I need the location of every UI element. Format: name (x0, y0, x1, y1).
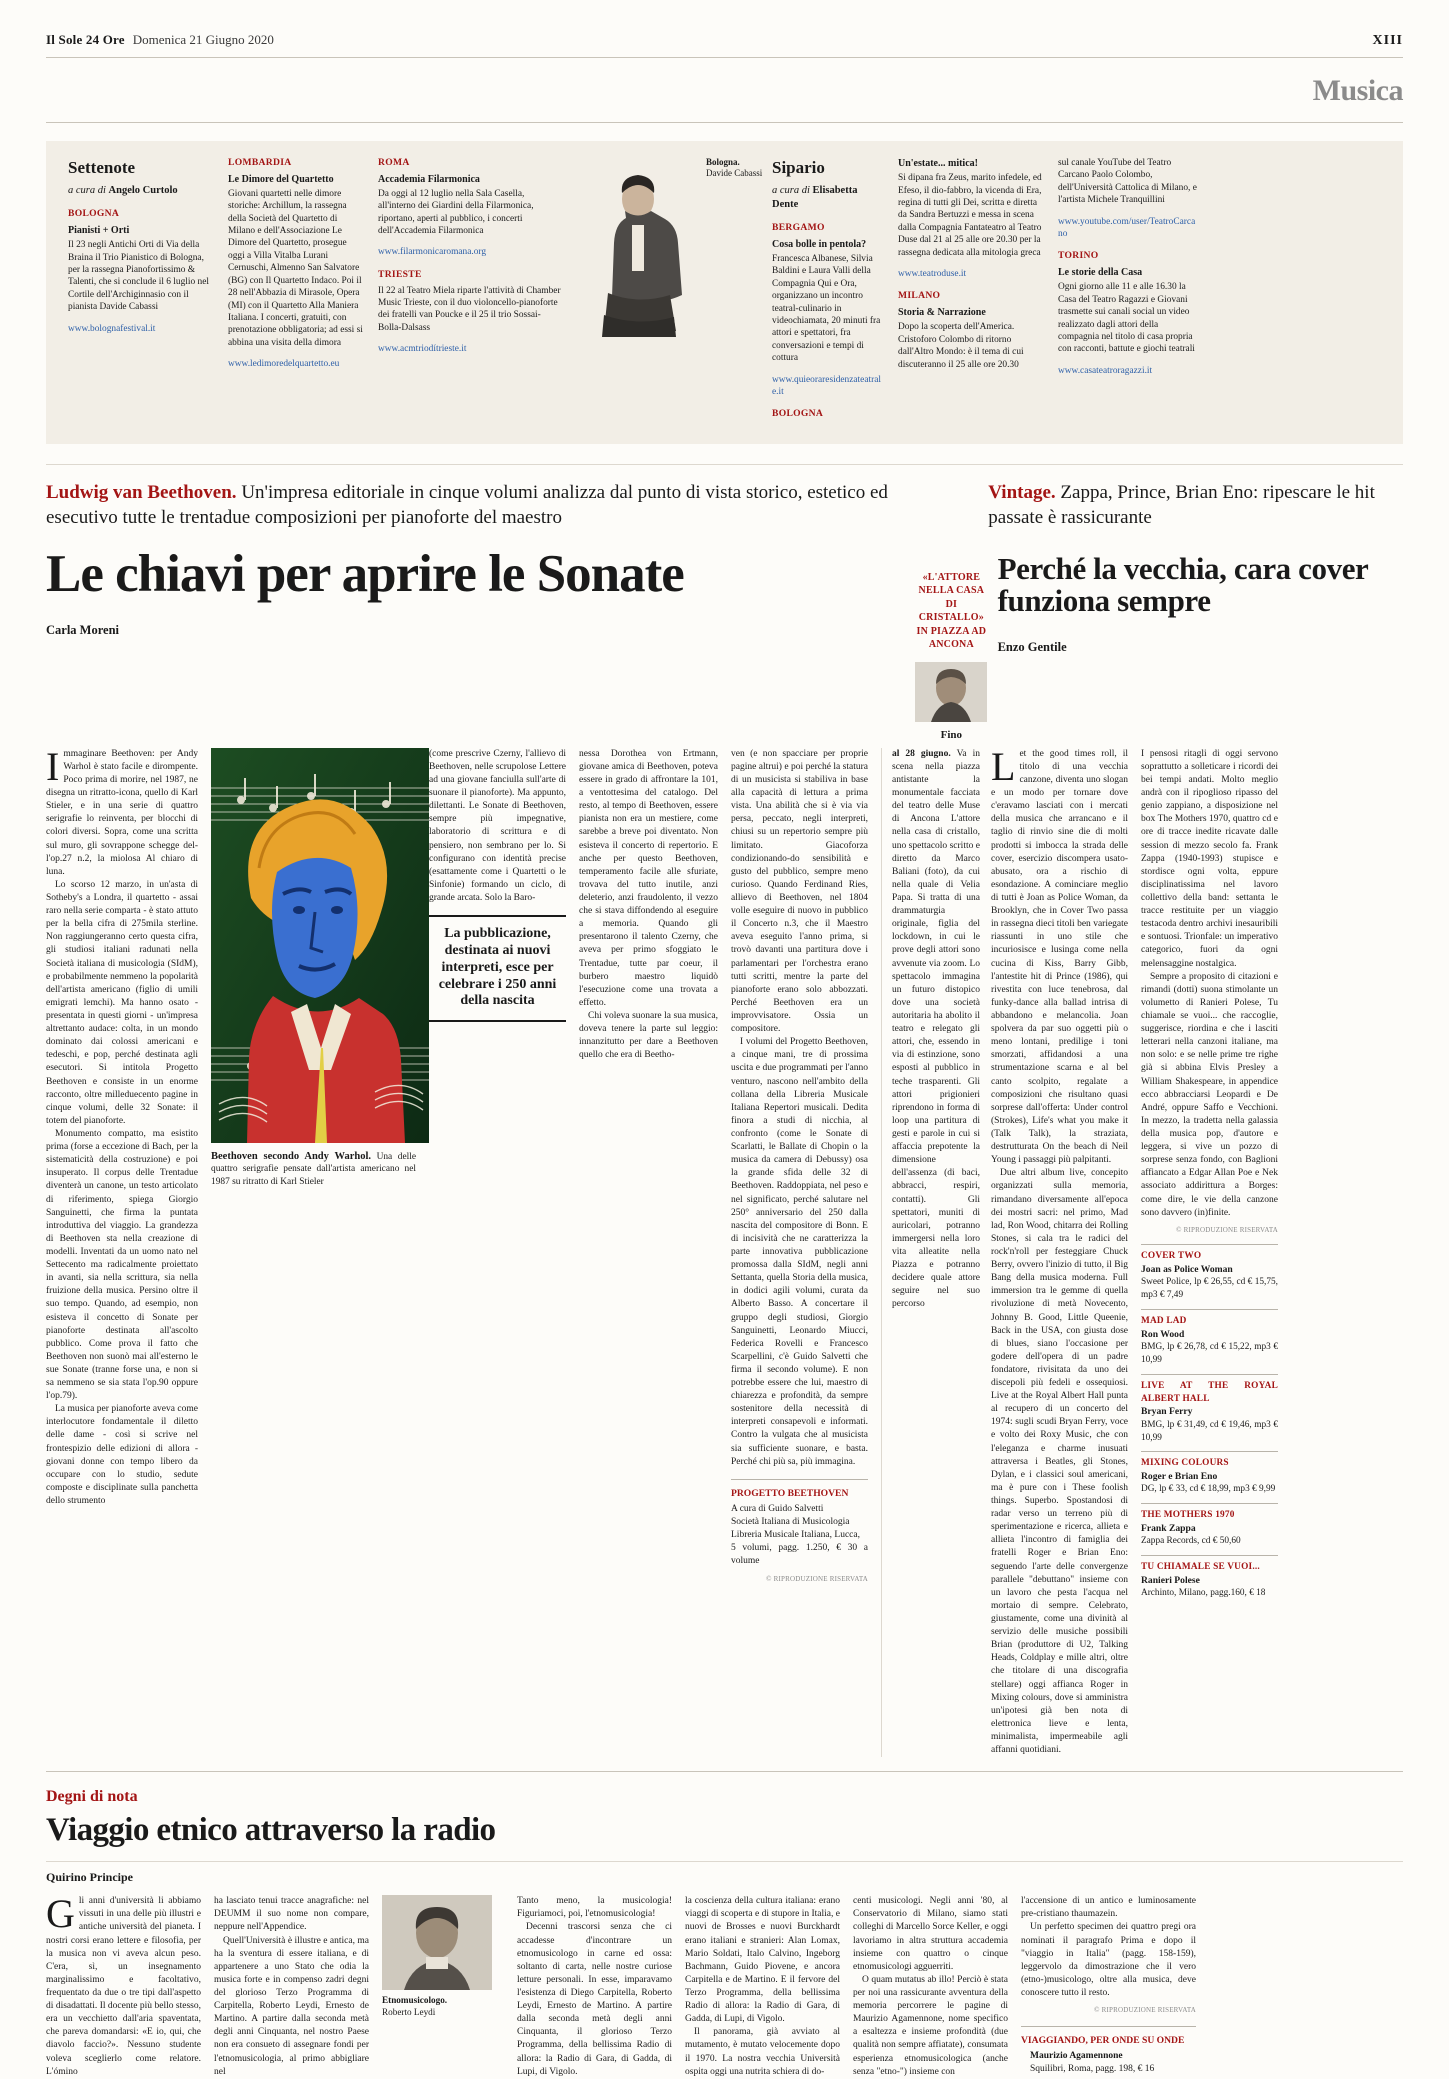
trieste-city: TRIESTE (378, 268, 422, 280)
deck-right-lead: Vintage. (988, 482, 1056, 504)
product-item-5 (1141, 1555, 1278, 1600)
sipario-title: Sipario (772, 158, 825, 177)
main-p1-text: mmaginare Beethoven: per Andy Warhol è stato facile e dirompente. Poco prima di morire, nel 1987, ne disegna un ritratto-icona, quello di Karl Stieler, e in una serie di quattro serigrafie lo reinventa, per blocchi di colori diversi. Sopra, come una scritta sul muro, gli sovrappone schegge del-l'op.27 n.2, la miolosa Al chiaro di luna. (46, 748, 198, 877)
bottom-col-2 (214, 1895, 382, 2079)
right-credit: © RIPRODUZIONE RISERVATA (1176, 1225, 1278, 1234)
torino-city: TORINO (1058, 250, 1099, 262)
product-label-3: DG, lp € 33, cd € 18,99, mp3 € 9,99 (1141, 1484, 1276, 1495)
boxed-statement: La pubblicazione, destinata ai nuovi interpreti, esce per celebrare i 250 anni della nascita (429, 915, 566, 1022)
bergamo-city: BERGAMO (772, 222, 825, 234)
masthead (46, 0, 1403, 57)
bottom-col-1 (46, 1891, 214, 2079)
leydi-photo (382, 1895, 492, 1990)
product-head-1: MAD LAD (1141, 1309, 1278, 1328)
baliani-photo (915, 662, 987, 722)
product-item-3 (1141, 1451, 1278, 1496)
product-list (1141, 1244, 1278, 1600)
headline-row (46, 537, 1403, 742)
dropcap-l: L (991, 743, 1016, 789)
main-p8: ven (e non spacciare per proprie pagine altrui) e poi perché la statura di un musicista si stabiliva in base alla capacità di lettura a prima vista. Una abilità che si è via via persa, peccato, negli interpreti, chiusi su un repertorio sempre più limitato. Giacoforza condizionando-do sensibilità e gusto del pubblico, sempre meno curioso. Quando Ferdinand Ries, allievo di Beethoven, nel 1804 volle eseguire di nuovo in pubblico il Concerto n.3, che il Maestro aveva eseguito l'anno prima, si trovò davanti una partitura dove i parlamentari per l'orchestra erano tutti scritti, mentre la parte del pianoforte erano solo abbozzati. Perché Beethoven era un improvvisatore. Ossia un compositore. (731, 748, 868, 1035)
book-head: VIAGGIANDO, PER ONDE SU ONDE (1021, 2034, 1185, 2046)
portrait-caption-name: Davide Cabassi (706, 167, 763, 178)
bottom-col-5 (853, 1895, 1021, 2079)
section-title: Musica (1312, 74, 1403, 107)
torino-item-text: Ogni giorno alle 11 e alle 16.30 la Casa del Teatro Ragazzi e Giovani trasmette sui canali social un video realizzato dagli attori della compagnia nel titolo di casa propria con racconti, battute e giochi teatrali (1058, 282, 1195, 355)
product-artist-1: Ron Wood (1141, 1328, 1185, 1340)
right-p3: I pensosi ritagli di oggi servono soprattutto a solleticare i ricordi dei bei tempi andati. Molto meglio andrà con il ripoglioso ripasso del genio zappiano, a disposizione nel box The Mothers 1970, quattro cd e ore di tracce inedite ricavate dalle session di mezzo secolo fa. Frank Zappa (1940-1993) stupisce e stordisce ogni volta, eppure disciplinatissima nel lavoro collettivo della band: settanta le tracce restituite per un viaggio testacoda dentro archivi inesauribili e sontuosi. Trionfale: un imperativo categorico, fuori da ogni melensaggine nostalgica. (1141, 748, 1278, 969)
baliani-caption (915, 728, 987, 742)
warhol-beethoven-illustration (211, 748, 429, 1143)
briefs-torino (1058, 157, 1213, 424)
book-label: Squilibri, Roma, pagg. 198, € 16 (1030, 2064, 1155, 2075)
roma-item-text: Da oggi al 12 luglio nella Sala Casella, all'interno dei Giardini della Filarmonica, riportano, aperti al pubblico, i concerti dell'Accademia Filarmonica (378, 188, 534, 237)
main-col-2 (211, 748, 429, 1757)
bottom-p5: Decenni trascorsi senza che ci accadesse d'incontrare un etnomusicologo in carne ed ossa: soltanto di carta, nelle nostre curiose letture personali. In esse, imparavamo l'esistenza di Diego Carpitella, Roberto Leydi, Ernesto de Martino. A partire dalla seconda metà degli anni Cinquanta, il glorioso Terzo Programma, della bellissima Radio di allora: la Radio di Gara, di Gadda, di Lupi, di Vigolo. (517, 1922, 672, 2077)
right-title: Perché la vecchia, cara cover funziona sempre (997, 550, 1368, 619)
deck-left-text: Un'impresa editoriale in cinque volumi analizza dal punto di vista storico, estetico ed esecutivo tutte le trentadue composizioni per pianoforte del maestro (46, 482, 888, 528)
bottom-p8: centi musicologi. Negli anni '80, al Conservatorio di Milano, siamo stati colleghi di Marcello Sorce Keller, e oggi lavoriamo in altra struttura accademia insieme con quattro o cinque etnomusicologi agguerriti. (853, 1896, 1008, 1972)
product-item-1 (1141, 1309, 1278, 1367)
product-label-2: BMG, lp € 31,49, cd € 19,46, mp3 € 10,99 (1141, 1419, 1278, 1443)
main-p2: Lo scorso 12 marzo, in un'asta di Sotheby's a Londra, il quartetto - assai raro nella serie comparta - è stato attuto per la bella cifra di 275mila sterline. Non raggiungeranno certo questa cifra, gli studiosi italiani radunati nella Società italiana di musicologia (SIdM), e probabilmente nemmeno la popolarità dell'artista americano (figlio di umili emigrati lemchi). Ma hanno osato - presentata in questi giorni - un'impresa altrettanto audace: colta, in un mondo dominato dai colossi americani e tedeschi, e pop, perché destinata agli esecutori. Si intitola Progetto Beethoven e consiste in un enorme racconto, oltre milleduecento pagine in cinque volumi, delle 32 Sonate: il totem del pianoforte. (46, 879, 198, 1126)
portrait-illustration (578, 165, 698, 337)
roma-city: ROMA (378, 157, 410, 168)
main-p9: I volumi del Progetto Beethoven, a cinque mani, tre di prossima uscita e due programmati per l'anno venturo, nascono nell'ambito della collana della Libreria Musicale Italiana Repertori musicali. Dedita finora a studi di nicchia, al confronto (come le Sonate di Scarlatti, le Ballate di Chopin o la musica da camera di Debussy) osa la grande sfida delle 32 di Beethoven. Raddoppiata, nel peso e nel significato, perché salutare nel 250° anniversario del 250 dalla nascita del compositore di Bonn. E di incisività che ne caratterizza la parte innovativa pubblicazione promossa dalla SIdM, negli anni Settanta, quella Storia della musica, in dodici agili volumi, curata da Alberto Basso. A concertare il gruppo degli studiosi, Giorgio Sanguinetti, Leonardo Miucci, Federica Rovelli e Francesco Scarpellini, c'è Guido Salvetti che firma il secondo volume). E non potrebbe essere che lui, maestro di chiarezza e profondità, da sempre sostenitore della necessità di interpreti consapevoli e informati. Contro la vulgata che al musicista sia sufficiente suonare, e basta. Perché chi più sa, più immagina. (731, 1037, 868, 1467)
product-label-5: Archinto, Milano, pagg.160, € 18 (1141, 1588, 1266, 1599)
milano-item-title: Storia & Narrazione (898, 307, 986, 319)
product-item-0 (1141, 1244, 1278, 1302)
settenote-item-text: Il 23 negli Antichi Orti di Via della Braina il Trio Pianistico di Bologna, per la rassegna Pianofortissimo & Talenti, che si conclude il 6 luglio nel Cortile dell'Archiginnasio con il pianista Davide Cabassi (68, 240, 209, 313)
settenote-link[interactable]: www.bolognafestival.it (68, 323, 156, 334)
briefs-lombardia (228, 157, 378, 424)
baliani-caption-b: Fino (940, 728, 963, 741)
bologna-city-2: BOLOGNA (772, 408, 824, 420)
sipario-editor-prefix: a cura di (772, 185, 813, 197)
paper-title: Il Sole 24 Ore (46, 32, 125, 47)
product-artist-3: Roger e Brian Eno (1141, 1471, 1218, 1483)
bottom-col-3 (517, 1895, 685, 2079)
book-box (1021, 2026, 1196, 2076)
estate-link[interactable]: www.teatrodusе.it (898, 269, 967, 280)
product-head-0: COVER TWO (1141, 1244, 1278, 1263)
bottom-p1 (46, 1891, 201, 2079)
bottom-col-6 (1021, 1895, 1196, 2079)
torino-link[interactable]: www.casateatroragazzi.it (1058, 365, 1153, 376)
main-col-5 (731, 748, 881, 1757)
settenote-editor-prefix: a cura di (68, 185, 109, 197)
bottom-p3: Quell'Università è illustre e antica, ma ha la sventura di essere italiana, e di appartenere a uno Stato che odia la musica forte e in compenso zadri degni del glorioso Terzo Programma di Carpitella, Roberto Leydi, Ernesto de Martino. A partire dalla seconda metà degli anni Cinquanta, nel nostro Paese non era consueto di assegnare fondi per l'etnomusicologia, al primo abbigliare nel (214, 1935, 369, 2077)
artwork-caption-title: Beethoven secondo Andy Warhol. (211, 1150, 372, 1162)
leydi-caption-name: Roberto Leydi (382, 2006, 436, 2017)
bergamo-link[interactable]: www.quieoraresidenzateatrale.it (772, 374, 881, 398)
milano-item-text: Dopo la scoperta dell'America. Cristoforo Colombo di ritorno dall'Altro Mondo: è il tema di cui discuteranno il 25 alle ore 20.30 (898, 322, 1024, 370)
bottom-p2: ha lasciato tenui tracce anagrafiche: nel DEUMM il suo nome non compare, neppure nell'Appendice. (214, 1896, 369, 1933)
section-rule (46, 122, 1403, 123)
main-p4: La musica per pianoforte aveva come interlocutore fondamentale il diletto delle dame - così si scrive nel frontespizio delle edizioni di allora - giovani donne con tempo libero da occupare con lo studio, sedute composte e disciplinate sulla panchetta dello strumento (46, 1404, 198, 1507)
carcano-text: sul canale YouTube del Teatro Carcano Paolo Colombo, dell'Università Cattolica di Milano, e l'artista Michele Tranquillini (1058, 158, 1197, 206)
product-item-2 (1141, 1374, 1278, 1445)
bottom-credit: © RIPRODUZIONE RISERVATA (1094, 2006, 1196, 2015)
sipario-editor (772, 184, 884, 212)
bergamo-item-title: Cosa bolle in pentola? (772, 238, 867, 250)
pullquote: «L'ATTORE NELLA CASA DI CRISTALLO» IN PIAZZA AD ANCONA (916, 571, 987, 650)
kicker-degni-di-nota: Degni di nota (46, 1788, 138, 1806)
right-head-col (998, 537, 1403, 666)
right-p4: Sempre a proposito di citazioni e rimandi (dotti) suona stimolante un volumetto di Ranieri Polese, Tu chiamale se vuoi... che raccoglie, suggerisce, riordina e che i lasciti letterari nella canzoni italiane, ma non solo: e se nelle prime tre righe già si abbina Elvis Presley a William Shakespeare, in appendice ecco abbracciarsi Leopardi e De André, oppure Saffo e Vecchioni. In mezzo, la tradetta nella galassia della musica pop, d'autore e leggera, si vive un pozzo di sorprese senza fondo, con Baglioni affiancato a Edgar Allan Poe e Nek associato addirittura a Borges: come dire, le vie della canzone sono davvero (in)finite. (1141, 971, 1278, 1218)
baliani-portrait-illustration (915, 662, 987, 722)
leydi-caption-label: Etnomusicologo. (382, 1995, 448, 2006)
bottom-body-row (46, 1891, 1403, 2079)
bergamo-item-text: Francesca Albanese, Silvia Baldini e Laura Valli della Compagnia Qui e Ora, organizzano un incontro teatral-culinario in videochiamata, 20 minuti fra attori e spettatori, fra conversazioni e tempi di cottura (772, 254, 881, 364)
bottom-p7: Il panorama, già avviato al mutamento, è mutato velocemente dopo il 1970. La nostra vecchia Università ospita oggi una nutrita schiera di do- (685, 2027, 840, 2077)
book-author: Maurizio Agamennone (1030, 2050, 1123, 2061)
right-p1-text: et the good times roll, il titolo di una vecchia canzone, diventa uno slogan e un modo per tornare dove c'eravamo lasciati con i mercati della musica che arrancano e il taglio di rinvio sine die di molti prodotti si imbocca la strada delle cover, esercizio discompera usato-abusato, ora a rischio di esondazione. A cominciare meglio di tutti è Joan as Police Woman, da Brooklyn, che in Cover Two passa in rassegna dieci titoli ben variegate riassunti in uno stile che incuriosisce e lusinga come nella cucina di Kiss, Barry Gibb, l'antestite hit di Prince (1986), qui rivestita con luce tenebrosa, dal funky-dance alla ballad intrisa di abbandono e melancolia. Joan spolvera da par suo oggetti più o meno lontani, predilige i toni smorzati, affidandosi a una strumentazione scarna e al bel canto scolpito, regalate a composizioni che risultano quasi sorprese dall'offerta: Under control (Strokes), Life's what you make it (Talk Talk), la straziata, destrutturata On the beach di Neil Young i passaggi più palpitanti. (991, 748, 1128, 1166)
trieste-item-text: Il 22 al Teatro Miela riparte l'attività di Chamber Music Trieste, con il duo violoncello-pianoforte dei fratelli van Poucke e il 25 il trio Sossai-Bolla-Dalsass (378, 285, 561, 333)
byline-main: Carla Moreni (46, 622, 120, 637)
main-col-1 (46, 743, 211, 1757)
progetto-line3: Libreria Musicale Italiana, Lucca, (731, 1530, 860, 1541)
portrait-caption (706, 157, 776, 179)
bottom-p11: Un perfetto specimen dei quattro pregi ora nominati il paragrafo Prima e dopo il "viaggio in Italia" (pagg. 158-159), leggervolo da dimostrazione che il vero (etno-)musicologo, oltre alla musica, deve conoscere tutto il resto. (1021, 1922, 1196, 1998)
byline-bottom: Quirino Principe (46, 1870, 133, 1885)
product-item-4 (1141, 1503, 1278, 1548)
bottom-p4: Tanto meno, la musicologia! Figuriamoci, poi, l'etnomusicologia! (517, 1896, 672, 1920)
right-p2: Due altri album live, concepito organizzati sulla memoria, rimandano diversamente all'epoca dei mostri sacri: nel primo, Mad lad, Ron Wood, chitarra dei Rolling Stones, si cala tra le radici del rock'n'roll per festeggiare Chuck Berry, ovvero l'inizio di tutto, il Big Bang della musica moderna. Full immersion tra le gemme di quella rivoluzione di metà Novecento, Johnny B. Good, Little Queenie, Back in the USA, con giusta dose di blues, siano l'occasione per godere dell'opera di un padre fondatore, rivisitata da uno dei discepoli più fedeli e ossequiosi. Live at the Royal Albert Hall punta al recupero di un concerto del 1974: sugli scudi Bryan Ferry, voce e volto dei Roxy Music, che con l'eleganza e charme inusuati attraversa i Beatles, gli Stones, Dylan, e i classici soul americani, ma è pure con i These foolish things. Superbo. Spostandosi di radar verso un terreno più di sperimentazione e ricerca, allieta e allieta l'incontro di famiglia dei fratelli Roger e Brian Eno: seguendo l'arte delle convergenze parallele "debuttano" insieme con un lavoro che pesta l'acqua nel mortaio di sempre. Celebrato, giustamente, come una divinità al servizio delle musiche possibili Brian (produttore di U2, Talking Heads, Coldplay e mille altri, oltre che titolare di una discografia stellare) oggi affianca Roger in Mixing colours, dove si amministra un'ipotesi già ben nota di elettronica lieve e lenta, minimalista, impermeabile agli affanni quotidiani. (991, 1168, 1128, 1756)
product-artist-0: Joan as Police Woman (1141, 1264, 1233, 1276)
bottom-p1-text: li anni d'università li abbiamo vissuti in una delle più illustri e antiche università del pianeta. I nostri corsi erano lettere e filosofia, per la musica non vi aveva alcun peso. C'era, sì, un insegnamento marginalissimo e facoltativo, frequentato da due o tre tipi dall'aspetto di disadattati. Il docente più bello stesso, era un vecchietto dall'aria spaventata, che pareva domandarsi: «E io, qui, che diavolo faccio?». Nessuno studente voleva sceglierlo come relatore. L'ómino (46, 1896, 201, 2077)
main-p6: nessa Dorothea von Ertmann, giovane amica di Beethoven, poteva essere in grado di affrontare la 101, a ventottesima del catalogo. Del resto, al tempo di Beethoven, essere pianista non era un mestiere, come sarebbe a breve poi diventato. Non esisteva il concerto di repertorio. E anche per questo Beethoven, temperamento facile alle sfuriate, trovava del tutto inutile, anzi deleterio, anzi fraudolento, il vezzo che si stava diffondendo al eseguire a memoria. Quando gli presentarono il talento Czerny, che aveva per primo sfoggiato le Trentadue, tutte par coeur, il burbero maestro liquidò l'esecuzione come una trovata a effetto. (579, 748, 718, 1008)
settenote-editor-name: Angelo Curtolo (108, 185, 178, 197)
product-head-3: MIXING COLOURS (1141, 1451, 1278, 1470)
briefs-sipario (708, 157, 898, 424)
leydi-caption (382, 1995, 504, 2018)
settenote-city: BOLOGNA (68, 208, 120, 220)
bottom-photo-col (382, 1895, 517, 2079)
dropcap-i: I (46, 743, 60, 789)
ancona-caption-text: Va in scena nella piazza antistante la monumentale facciata del teatro delle Muse di Ancona L'attore nella casa di cristallo, uno spettacolo scritto e diretto da Marco Baliani (foto), da cui nella quale di Velia Papa. Si tratta di una drammaturgia originale, figlia del lockdown, in cui le prove degli attori sono avvenute via zoom. Lo spettacolo immagina un futuro distopico dove una società autoritaria ha abolito il teatro e relegato gli attori, che, essendo in via di estinzione, sono esposti al pubblico in teche trasparenti. Gli attori prigionieri riprendono in forma di loop una partitura di gesti e parole in cui si affaccia prepotente la dimensione dell'assenza (di baci, abbracci, respiri, contatti). Gli spettatori, muniti di auricolari, potranno immergersi nella loro vita alleatite nella Piazza e potranno decidere quale attore seguire nel suo percorso (892, 748, 980, 1310)
masthead-left (46, 32, 274, 48)
bottom-p6: la coscienza della cultura italiana: erano viaggi di scoperta e di stupore in Italia, e nuovi de Brosses e nuovi Burckhardt erano italiani e stranieri: Alan Lomax, Mario Soldati, Italo Calvino, Ingeborg Bachmann, Guido Piovene, e ancora Carpitella e de Martino. E il fervore del Terzo Programma, della bellissima Radio di allora: la Radio di Gara, di Gadda, di Lupi, di Vigolo. (685, 1896, 840, 2025)
trieste-link[interactable]: www.acmtriodítrieste.it (378, 344, 467, 355)
portrait-photo (578, 157, 763, 337)
pullquote-col (905, 537, 997, 742)
progetto-line4: 5 volumi, pagg. 1.250, € 30 a volume (731, 1543, 868, 1567)
deck-right (988, 481, 1403, 530)
ancona-caption-lead: al 28 giugno. (892, 748, 951, 759)
deck-row (46, 465, 1403, 536)
main-p1 (46, 743, 198, 879)
main-p3: Monumento compatto, ma esistito prima (forse a eccezione di Bach, per la sistematicità della costruzione) e poi insuperato. Il corpus delle Trentadue diventerà un canone, un testo articolato di riferimento, spiega Giorgio Sanguinetti, che firma la puntata introduttiva del viaggio. La grandezza di Beethoven sta nella creazione di modelli. Inventati da un uomo nato nel Settecento ma radicalmente proiettato in avanti, sia nella scrittura, sia nella fruizione della musica. Persino oltre il suo tempo. Quando, ad esempio, non esisteva il concetto di Sonate per pianoforte destinata all'ascolto pubblico. Come prova il fatto che Beethoven non suonò mai all'esterno le sue Sonate (tranne forse una, e non si sa nemmeno se sia stata l'op.90 oppure l'op.79). (46, 1128, 198, 1402)
sipario-editor-name: Elisabetta Dente (772, 185, 858, 211)
product-head-5: TU CHIAMALE SE VUOI... (1141, 1555, 1278, 1574)
right-p1 (991, 743, 1128, 1168)
byline-right: Enzo Gentile (997, 640, 1067, 655)
product-label-0: Sweet Police, lp € 26,55, cd € 15,75, mp3 € 7,49 (1141, 1277, 1278, 1301)
milano-city: MILANO (898, 290, 941, 302)
roma-link[interactable]: www.filarmonicaromana.org (378, 247, 487, 258)
progetto-line2: Società Italiana di Musicologia (731, 1517, 850, 1528)
briefs-roma (378, 157, 578, 424)
lombardia-link[interactable]: www.ledimoredelquartetto.eu (228, 359, 340, 370)
main-p5: (come prescrive Czerny, l'allievo di Beethoven, nelle scrupolose Lettere ad una giovane fanciulla sull'arte di suonare il pianoforte). Ma appunto, dilettanti. Le Sonate di Beethoven, sempre più impegnative, laboratorio di scrittura e di pensiero, non sembrano per lo. Si configurano con identità precise (esattamente come i Quartetti o le Sinfonie) formando un ciclo, di grande arcata. Solo la Baro- (429, 748, 566, 903)
product-label-4: Zappa Records, cd € 50,60 (1141, 1536, 1241, 1547)
progetto-head: PROGETTO BEETHOVEN (731, 1487, 849, 1499)
body-row (46, 743, 1403, 1757)
product-head-4: THE MOTHERS 1970 (1141, 1503, 1278, 1522)
main-col-4 (579, 748, 731, 1757)
main-head-col (46, 537, 905, 648)
product-label-1: BMG, lp € 26,78, cd € 15,22, mp3 € 10,99 (1141, 1342, 1278, 1365)
estate-text: Si dipana fra Zeus, marito infedele, ed Efeso, il dio-fabbro, la vicenda di Era, regina di tutti gli Dei, scritta e diretta da Sandra Bertuzzi e messa in scena dalla Compagnia Fantateatro al Teatro Duse dal 21 al 25 alle ore 20.30 per la rassegna dedicata alla mitologia greca (898, 173, 1042, 258)
lombardia-item-title: Le Dimore del Quartetto (228, 173, 334, 185)
lombardia-city: LOMBARDIA (228, 157, 292, 168)
portrait-caption-city: Bologna. (706, 157, 740, 167)
progetto-line1: A cura di Guido Salvetti (731, 1504, 824, 1515)
right-col-2 (1141, 748, 1291, 1757)
bottom-title: Viaggio etnico attraverso la radio (46, 1812, 496, 1849)
ancona-caption-col (881, 748, 991, 1757)
bottom-rule (46, 1771, 1403, 1772)
main-col-3 (429, 748, 579, 1757)
settenote-item-title: Pianisti + Orti (68, 224, 130, 236)
warhol-artwork (211, 748, 429, 1143)
estate-title: Un'estate... mitica! (898, 158, 978, 169)
bottom-col-4 (685, 1895, 853, 2079)
torino-item-title: Le storie della Casa (1058, 267, 1143, 279)
briefs-estate (898, 157, 1058, 424)
bottom-p10: l'accensione di un antico e luminosamente pre-cristiano thaumazein. (1021, 1896, 1196, 1920)
settenote-editor (68, 184, 214, 198)
main-credit: © RIPRODUZIONE RISERVATA (766, 1574, 868, 1583)
settenote-title: Settenote (68, 158, 136, 177)
briefs-box (46, 141, 1403, 444)
briefs-settenote (68, 157, 228, 424)
artwork-caption (211, 1150, 416, 1188)
main-p7: Chi voleva suonare la sua musica, doveva tenere la parte sul leggio: innanzitutto per dare a Beethoven quello che era di Beetho- (579, 1010, 718, 1061)
product-artist-5: Ranieri Polese (1141, 1574, 1200, 1586)
product-artist-4: Frank Zappa (1141, 1523, 1196, 1535)
bottom-rule-2 (46, 1861, 1403, 1862)
page-number: XIII (1372, 33, 1403, 48)
lombardia-item-text: Giovani quartetti nelle dimore storiche: Archillum, la rassegna della Società del Quartetto di Milano e dell'Associazione Le Dimore del Quartetto, prosegue oggi a Villa Vitalba Lurani Cernuschi, Almenno San Salvatore (BG) con Il Quartetto Indaco. Poi il 28 nell'Abbazia di Mirasole, Opera (MI) con il Quartetto Alla Maniera Italiana. I concerti, gratuiti, con prenotazione obbligatoria; ad essi si abbina una visita della dimora (228, 188, 363, 348)
page-title: Le chiavi per aprire le Sonate (46, 544, 684, 603)
roma-item-title: Accademia Filarmonica (378, 173, 480, 185)
right-col-1 (991, 743, 1141, 1757)
issue-date: Domenica 21 Giugno 2020 (132, 32, 274, 47)
carcano-link[interactable]: www.youtube.com/user/TeatroCarcano (1058, 216, 1196, 240)
deck-left (46, 481, 964, 530)
dropcap-g: G (46, 1891, 75, 1937)
artwork-caption-text: Una delle quattro serigrafie pensate dall'artista americano nel 1987 su ritratto di Karl Stieler (211, 1151, 417, 1187)
deck-right-text: Zappa, Prince, Brian Eno: ripescare le hit passate è rassicurante (988, 482, 1375, 528)
leydi-portrait-illustration (382, 1895, 492, 1990)
bottom-p9: O quam mutatus ab illo! Perciò è stata per noi una rassicurante avventura della memoria percorrere le pagine di Maurizio Agamennone, nome specifico a esaltezza e insieme profondità (due qualità non sempre affiatate), consumata esperienza etnomusicologica (anche senza "etno-") insieme con (853, 1974, 1008, 2077)
progetto-beethoven-box (731, 1479, 868, 1569)
product-head-2: LIVE AT THE ROYAL ALBERT HALL (1141, 1374, 1278, 1406)
product-artist-2: Bryan Ferry (1141, 1406, 1193, 1418)
deck-left-lead: Ludwig van Beethoven. (46, 482, 237, 504)
ancona-caption (892, 748, 980, 1312)
